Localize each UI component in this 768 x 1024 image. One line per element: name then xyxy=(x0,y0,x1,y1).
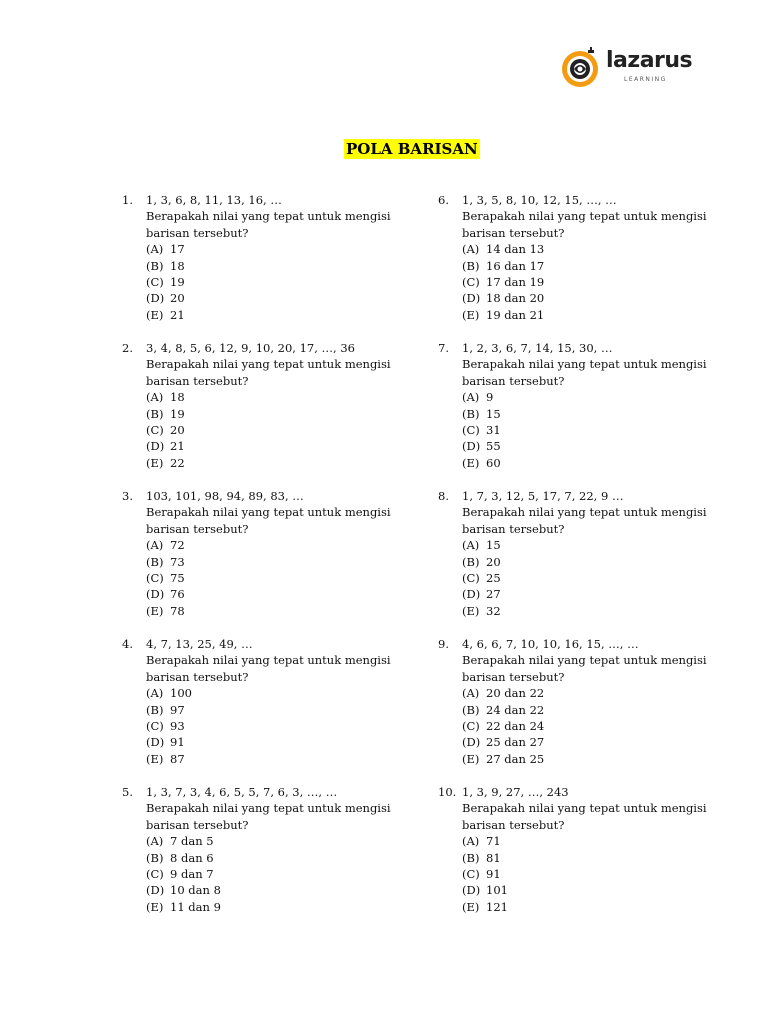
answer-option xyxy=(146,751,406,767)
option-value: 22 dan 24 xyxy=(486,719,545,734)
answer-option xyxy=(462,685,722,701)
option-letter: (A) xyxy=(146,538,164,553)
option-letter: (D) xyxy=(462,735,481,750)
option-letter: (A) xyxy=(462,834,480,849)
answer-option xyxy=(146,586,406,602)
option-letter: (C) xyxy=(146,571,164,586)
question-number: 8. xyxy=(438,489,449,503)
option-value: 91 xyxy=(170,735,185,750)
question-number: 1. xyxy=(122,193,133,207)
question-prompt: Berapakah nilai yang tepat untuk mengisi xyxy=(146,801,391,816)
option-letter: (B) xyxy=(462,258,480,273)
question-body xyxy=(462,340,722,471)
option-value: 121 xyxy=(486,899,508,914)
answer-option xyxy=(462,307,722,323)
option-value: 21 xyxy=(170,439,185,454)
page-title: POLA BARISAN xyxy=(346,140,478,158)
option-value: 76 xyxy=(170,587,185,602)
answer-option xyxy=(146,274,406,290)
option-value: 72 xyxy=(170,538,185,553)
option-letter: (A) xyxy=(146,242,164,257)
option-letter: (B) xyxy=(462,554,480,569)
option-value: 7 dan 5 xyxy=(170,834,214,849)
option-letter: (D) xyxy=(462,883,481,898)
option-letter: (E) xyxy=(146,899,164,914)
option-letter: (C) xyxy=(462,571,480,586)
answer-option xyxy=(146,603,406,619)
option-value: 91 xyxy=(486,867,501,882)
answer-option xyxy=(462,274,722,290)
answer-option xyxy=(146,406,406,422)
answer-option xyxy=(146,685,406,701)
question-prompt: barisan tersebut? xyxy=(462,373,565,388)
option-value: 81 xyxy=(486,850,501,865)
option-letter: (D) xyxy=(146,439,165,454)
question-number: 7. xyxy=(438,341,449,355)
option-value: 101 xyxy=(486,883,508,898)
option-value: 55 xyxy=(486,439,501,454)
answer-option xyxy=(462,702,722,718)
answer-option xyxy=(462,603,722,619)
question-item xyxy=(122,192,422,340)
question-sequence: 1, 3, 7, 3, 4, 6, 5, 5, 7, 6, 3, …, … xyxy=(146,785,338,799)
question-prompt: barisan tersebut? xyxy=(146,373,249,388)
option-value: 100 xyxy=(170,686,192,701)
option-value: 22 xyxy=(170,455,185,470)
option-letter: (D) xyxy=(146,735,165,750)
option-letter: (C) xyxy=(462,719,480,734)
answer-option xyxy=(462,833,722,849)
option-value: 73 xyxy=(170,554,185,569)
option-value: 16 dan 17 xyxy=(486,258,545,273)
option-letter: (B) xyxy=(146,258,164,273)
question-prompt: Berapakah nilai yang tepat untuk mengisi xyxy=(146,505,391,520)
option-value: 87 xyxy=(170,751,185,766)
option-value: 75 xyxy=(170,571,185,586)
question-prompt: barisan tersebut? xyxy=(146,817,249,832)
answer-option xyxy=(146,570,406,586)
option-value: 60 xyxy=(486,455,501,470)
question-number: 3. xyxy=(122,489,133,503)
answer-option xyxy=(462,241,722,257)
answer-option xyxy=(462,406,722,422)
option-value: 15 xyxy=(486,406,501,421)
question-sequence: 1, 3, 5, 8, 10, 12, 15, …, … xyxy=(462,193,617,207)
option-letter: (E) xyxy=(462,603,480,618)
option-letter: (C) xyxy=(146,867,164,882)
option-letter: (A) xyxy=(146,834,164,849)
question-prompt: Berapakah nilai yang tepat untuk mengisi xyxy=(462,653,707,668)
option-letter: (B) xyxy=(146,850,164,865)
question-prompt: barisan tersebut? xyxy=(462,817,565,832)
question-item xyxy=(122,488,422,636)
option-value: 20 xyxy=(486,554,501,569)
question-body xyxy=(462,488,722,619)
option-letter: (C) xyxy=(146,719,164,734)
answer-option xyxy=(146,734,406,750)
question-prompt: barisan tersebut? xyxy=(146,669,249,684)
question-number: 9. xyxy=(438,637,449,651)
option-value: 10 dan 8 xyxy=(170,883,221,898)
option-value: 27 xyxy=(486,587,501,602)
option-letter: (E) xyxy=(462,751,480,766)
option-letter: (B) xyxy=(462,406,480,421)
option-letter: (C) xyxy=(146,275,164,290)
answer-option xyxy=(146,899,406,915)
answer-option xyxy=(462,850,722,866)
option-value: 93 xyxy=(170,719,185,734)
answer-option xyxy=(146,258,406,274)
question-item xyxy=(122,340,422,488)
answer-option xyxy=(462,422,722,438)
brand-tagline: LEARNING xyxy=(624,76,667,83)
question-sequence: 3, 4, 8, 5, 6, 12, 9, 10, 20, 17, …, 36 xyxy=(146,341,355,355)
option-letter: (A) xyxy=(462,686,480,701)
question-sequence: 103, 101, 98, 94, 89, 83, … xyxy=(146,489,304,503)
answer-option xyxy=(146,422,406,438)
answer-option xyxy=(462,258,722,274)
option-value: 9 xyxy=(486,390,494,405)
answer-option xyxy=(146,833,406,849)
answer-option xyxy=(462,866,722,882)
question-body xyxy=(462,636,722,767)
answer-option xyxy=(146,438,406,454)
answer-option xyxy=(462,455,722,471)
option-value: 31 xyxy=(486,423,501,438)
question-sequence: 4, 6, 6, 7, 10, 10, 16, 15, …, … xyxy=(462,637,639,651)
answer-option xyxy=(146,866,406,882)
answer-option xyxy=(146,537,406,553)
option-value: 21 xyxy=(170,307,185,322)
question-number: 2. xyxy=(122,341,133,355)
answer-option xyxy=(462,734,722,750)
answer-option xyxy=(462,718,722,734)
answer-option xyxy=(146,850,406,866)
question-body xyxy=(146,488,406,619)
question-prompt: Berapakah nilai yang tepat untuk mengisi xyxy=(146,357,391,372)
question-prompt: Berapakah nilai yang tepat untuk mengisi xyxy=(146,209,391,224)
answer-option xyxy=(462,586,722,602)
option-letter: (E) xyxy=(462,455,480,470)
option-value: 18 xyxy=(170,258,185,273)
option-letter: (D) xyxy=(462,439,481,454)
answer-option xyxy=(462,751,722,767)
answer-option xyxy=(462,537,722,553)
answer-option xyxy=(146,882,406,898)
option-value: 97 xyxy=(170,702,185,717)
option-letter: (C) xyxy=(462,275,480,290)
question-number: 10. xyxy=(438,785,457,799)
question-item xyxy=(438,488,738,636)
option-letter: (B) xyxy=(462,850,480,865)
option-letter: (E) xyxy=(146,455,164,470)
question-prompt: barisan tersebut? xyxy=(462,669,565,684)
option-letter: (E) xyxy=(462,899,480,914)
answer-option xyxy=(146,702,406,718)
question-number: 6. xyxy=(438,193,449,207)
answer-option xyxy=(146,389,406,405)
lazarus-logo-icon xyxy=(560,46,604,90)
question-prompt: Berapakah nilai yang tepat untuk mengisi xyxy=(462,357,707,372)
question-sequence: 4, 7, 13, 25, 49, … xyxy=(146,637,253,651)
question-item xyxy=(122,636,422,784)
option-value: 32 xyxy=(486,603,501,618)
option-value: 20 dan 22 xyxy=(486,686,545,701)
option-letter: (D) xyxy=(146,587,165,602)
question-prompt: Berapakah nilai yang tepat untuk mengisi xyxy=(462,505,707,520)
option-value: 24 dan 22 xyxy=(486,702,545,717)
option-letter: (A) xyxy=(462,242,480,257)
answer-option xyxy=(462,389,722,405)
question-prompt: Berapakah nilai yang tepat untuk mengisi xyxy=(462,209,707,224)
answer-option xyxy=(462,899,722,915)
answer-option xyxy=(146,554,406,570)
questions-right-column xyxy=(438,192,738,932)
option-letter: (E) xyxy=(146,603,164,618)
option-letter: (D) xyxy=(462,291,481,306)
question-sequence: 1, 3, 9, 27, …, 243 xyxy=(462,785,569,799)
answer-option xyxy=(462,882,722,898)
option-value: 27 dan 25 xyxy=(486,751,545,766)
answer-option xyxy=(146,455,406,471)
question-sequence: 1, 2, 3, 6, 7, 14, 15, 30, … xyxy=(462,341,613,355)
question-body xyxy=(462,784,722,915)
option-value: 78 xyxy=(170,603,185,618)
option-value: 18 xyxy=(170,390,185,405)
question-body xyxy=(146,636,406,767)
question-prompt: barisan tersebut? xyxy=(462,521,565,536)
brand-name: lazarus xyxy=(606,48,693,73)
answer-option xyxy=(462,290,722,306)
question-sequence: 1, 7, 3, 12, 5, 17, 7, 22, 9 … xyxy=(462,489,624,503)
question-body xyxy=(462,192,722,323)
question-sequence: 1, 3, 6, 8, 11, 13, 16, … xyxy=(146,193,282,207)
option-value: 19 xyxy=(170,275,185,290)
question-number: 4. xyxy=(122,637,133,651)
question-prompt: Berapakah nilai yang tepat untuk mengisi xyxy=(146,653,391,668)
option-value: 15 xyxy=(486,538,501,553)
option-value: 9 dan 7 xyxy=(170,867,214,882)
question-number: 5. xyxy=(122,785,133,799)
option-value: 18 dan 20 xyxy=(486,291,545,306)
option-letter: (C) xyxy=(146,423,164,438)
option-value: 25 xyxy=(486,571,501,586)
question-item xyxy=(438,784,738,932)
question-prompt: barisan tersebut? xyxy=(146,225,249,240)
option-value: 25 dan 27 xyxy=(486,735,545,750)
question-prompt: barisan tersebut? xyxy=(462,225,565,240)
question-prompt: Berapakah nilai yang tepat untuk mengisi xyxy=(462,801,707,816)
option-value: 17 dan 19 xyxy=(486,275,545,290)
option-letter: (A) xyxy=(462,390,480,405)
question-body xyxy=(146,784,406,915)
question-item xyxy=(122,784,422,932)
option-letter: (C) xyxy=(462,867,480,882)
option-value: 11 dan 9 xyxy=(170,899,221,914)
answer-option xyxy=(146,718,406,734)
answer-option xyxy=(146,290,406,306)
option-letter: (A) xyxy=(146,686,164,701)
option-letter: (A) xyxy=(146,390,164,405)
option-letter: (B) xyxy=(462,702,480,717)
option-letter: (A) xyxy=(462,538,480,553)
option-letter: (E) xyxy=(146,307,164,322)
option-letter: (D) xyxy=(462,587,481,602)
option-value: 14 dan 13 xyxy=(486,242,545,257)
option-value: 20 xyxy=(170,291,185,306)
option-value: 19 dan 21 xyxy=(486,307,545,322)
option-letter: (E) xyxy=(146,751,164,766)
question-item xyxy=(438,340,738,488)
answer-option xyxy=(462,554,722,570)
option-letter: (B) xyxy=(146,554,164,569)
option-value: 71 xyxy=(486,834,501,849)
question-item xyxy=(438,636,738,784)
option-letter: (C) xyxy=(462,423,480,438)
brand-logo xyxy=(560,44,700,94)
answer-option xyxy=(462,570,722,586)
answer-option xyxy=(462,438,722,454)
question-item xyxy=(438,192,738,340)
option-value: 19 xyxy=(170,406,185,421)
question-prompt: barisan tersebut? xyxy=(146,521,249,536)
option-letter: (D) xyxy=(146,883,165,898)
answer-option xyxy=(146,307,406,323)
questions-left-column xyxy=(122,192,422,932)
option-letter: (B) xyxy=(146,702,164,717)
question-body xyxy=(146,192,406,323)
question-body xyxy=(146,340,406,471)
option-value: 20 xyxy=(170,423,185,438)
option-letter: (E) xyxy=(462,307,480,322)
option-value: 17 xyxy=(170,242,185,257)
answer-option xyxy=(146,241,406,257)
option-value: 8 dan 6 xyxy=(170,850,214,865)
option-letter: (D) xyxy=(146,291,165,306)
option-letter: (B) xyxy=(146,406,164,421)
